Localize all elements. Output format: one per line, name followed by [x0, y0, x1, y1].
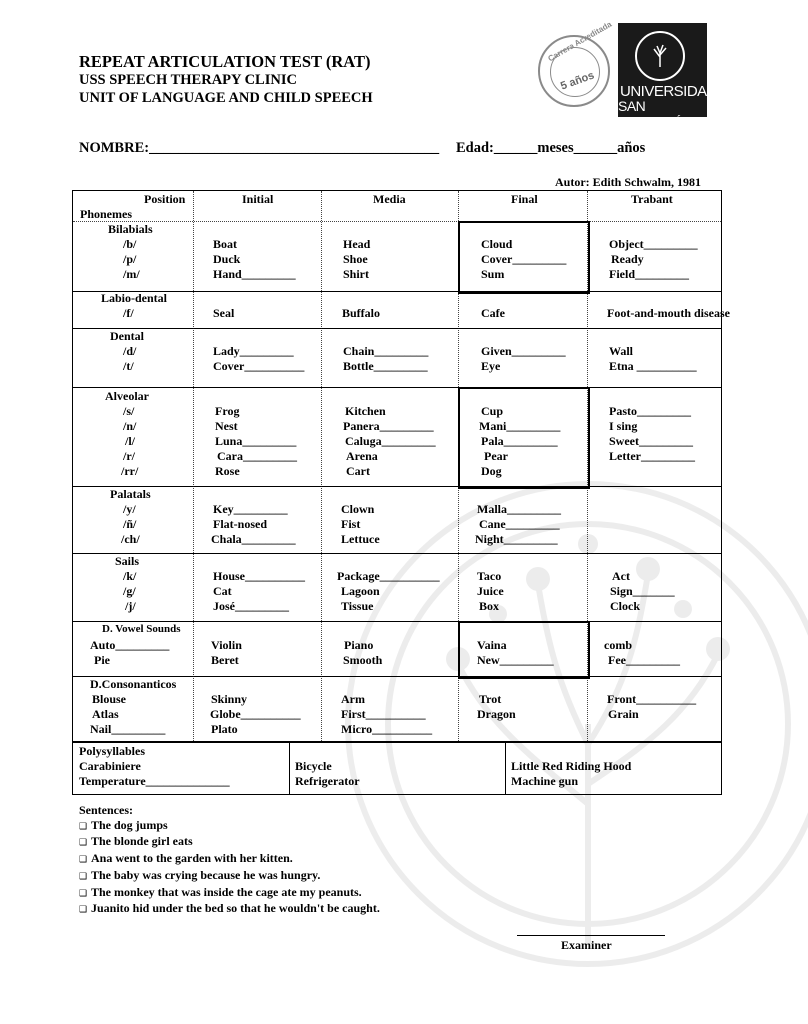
word-trabant: Wall — [609, 344, 634, 358]
name-field[interactable]: NOMBRE:________________________________________ — [79, 140, 440, 156]
group-label: Alveolar — [105, 389, 149, 403]
phoneme: /r/ — [123, 449, 135, 463]
word-trabant: Ready — [611, 252, 644, 266]
word-final: Box — [479, 599, 500, 613]
unit-name: UNIT OF LANGUAGE AND CHILD SPEECH — [79, 90, 373, 106]
articulation-table — [72, 190, 731, 742]
polysyllable-word: Bicycle — [295, 759, 332, 773]
sentences-section — [79, 803, 380, 918]
word-media: Fist — [341, 517, 361, 531]
word-final: Sum — [481, 267, 505, 281]
word-media: Head — [343, 237, 371, 251]
word-media: Smooth — [343, 653, 383, 667]
word-media[interactable]: Package__________ — [337, 569, 440, 583]
word-final[interactable]: Pala_________ — [481, 434, 558, 448]
checkbox-icon: ❑ — [79, 871, 88, 882]
clinic-name: USS SPEECH THERAPY CLINIC — [79, 72, 297, 88]
word-media[interactable]: Micro__________ — [341, 722, 433, 736]
sentence-item: ❑ Ana went to the garden with her kitten. — [79, 851, 380, 868]
word-media[interactable]: Bottle_________ — [343, 359, 428, 373]
phoneme: /d/ — [123, 344, 137, 358]
checkbox-icon: ❑ — [79, 855, 88, 866]
word-initial[interactable]: Cara_________ — [217, 449, 297, 463]
word-initial: Flat-nosed — [213, 517, 267, 531]
word-media: Arena — [346, 449, 378, 463]
word-initial: Plato — [211, 722, 238, 736]
group-label: Dental — [110, 329, 144, 343]
sentence-item: ❑ The blonde girl eats — [79, 834, 380, 851]
word-final: Dragon — [477, 707, 516, 721]
word-trabant[interactable]: Etna __________ — [609, 359, 697, 373]
phoneme: /n/ — [123, 419, 137, 433]
stamp-years: 5 años — [558, 69, 596, 93]
word-trabant[interactable]: Pasto_________ — [609, 404, 691, 418]
phoneme: /rr/ — [121, 464, 139, 478]
word-initial[interactable]: Luna_________ — [215, 434, 297, 448]
word-trabant[interactable]: Front__________ — [607, 692, 697, 706]
word-final[interactable]: Cane_________ — [479, 517, 560, 531]
word-final: Vaina — [477, 638, 507, 652]
word-media[interactable]: First__________ — [341, 707, 426, 721]
word-initial: Frog — [215, 404, 240, 418]
word-media: Kitchen — [345, 404, 386, 418]
sentence-item: ❑ Juanito hid under the bed so that he wouldn't be caught. — [79, 901, 380, 918]
word-initial[interactable]: Hand_________ — [213, 267, 296, 281]
polysyllable-word: Little Red Riding Hood — [511, 759, 632, 773]
polysyllable-word: Machine gun — [511, 774, 579, 788]
word-final: Cloud — [481, 237, 513, 251]
word-trabant[interactable]: Sweet_________ — [609, 434, 693, 448]
word-initial[interactable]: José_________ — [213, 599, 289, 613]
word-media: Arm — [341, 692, 365, 706]
word-media: Lettuce — [341, 532, 380, 546]
group-label: Labio-dental — [101, 291, 168, 305]
word-initial[interactable]: Globe__________ — [210, 707, 301, 721]
header-final: Final — [511, 192, 538, 206]
word-media: Clown — [341, 502, 375, 516]
word-media: Buffalo — [342, 306, 381, 320]
phoneme: /ch/ — [121, 532, 140, 546]
word-trabant[interactable]: Object_________ — [609, 237, 698, 251]
group-label: D.Consonanticos — [90, 677, 177, 691]
word-final[interactable]: New_________ — [477, 653, 554, 667]
word-initial: Duck — [213, 252, 241, 266]
word-final: Juice — [477, 584, 504, 598]
sentences-label: Sentences: — [79, 803, 133, 817]
word-initial[interactable]: Key_________ — [213, 502, 288, 516]
phoneme: /t/ — [123, 359, 134, 373]
word-item[interactable]: Auto_________ — [90, 638, 170, 652]
word-final: Eye — [481, 359, 501, 373]
stamp-text: Carrera Acreditada — [546, 19, 614, 64]
header-position: Position — [144, 192, 186, 206]
group-label: Bilabials — [108, 222, 153, 236]
word-media[interactable]: Caluga_________ — [345, 434, 436, 448]
sentence-item: ❑ The monkey that was inside the cage ate my peanuts. — [79, 885, 380, 902]
header-media: Media — [373, 192, 406, 206]
phoneme: /f/ — [123, 306, 134, 320]
word-initial: Cat — [213, 584, 232, 598]
checkbox-icon: ❑ — [79, 905, 88, 916]
document-title: REPEAT ARTICULATION TEST (RAT) — [79, 52, 371, 71]
word-item: Pie — [94, 653, 110, 667]
word-media[interactable]: Panera_________ — [343, 419, 434, 433]
checkbox-icon: ❑ — [79, 888, 88, 899]
word-initial: Boat — [213, 237, 237, 251]
word-media: Shirt — [343, 267, 370, 281]
word-final: Cafe — [481, 306, 505, 320]
crest-icon — [635, 31, 685, 81]
word-final[interactable]: Cover_________ — [481, 252, 567, 266]
word-trabant: Clock — [610, 599, 640, 613]
age-field[interactable]: Edad:______meses______años — [456, 140, 646, 156]
word-trabant: Foot-and-mouth disease — [607, 306, 731, 320]
phoneme: /g/ — [123, 584, 136, 598]
word-final[interactable]: Malla_________ — [477, 502, 561, 516]
examiner-label: Examiner — [561, 938, 612, 952]
word-trabant[interactable]: Field_________ — [609, 267, 689, 281]
header-initial: Initial — [242, 192, 274, 206]
word-trabant[interactable]: Letter_________ — [609, 449, 695, 463]
word-item: Atlas — [92, 707, 119, 721]
word-final: Pear — [484, 449, 508, 463]
word-trabant: Grain — [608, 707, 639, 721]
word-media: Tissue — [341, 599, 374, 613]
phoneme: /m/ — [123, 267, 140, 281]
word-initial: Nest — [215, 419, 238, 433]
word-final: Cup — [481, 404, 504, 418]
group-label: D. Vowel Sounds — [102, 623, 181, 635]
word-trabant[interactable]: Fee_________ — [608, 653, 680, 667]
checkbox-icon: ❑ — [79, 838, 88, 849]
header-trabant: Trabant — [631, 192, 673, 206]
word-final[interactable]: Given_________ — [481, 344, 566, 358]
word-final: Taco — [477, 569, 502, 583]
checkbox-icon: ❑ — [79, 821, 88, 832]
sentence-item: ❑ The dog jumps — [79, 818, 380, 835]
word-initial[interactable]: Cover__________ — [213, 359, 305, 373]
word-initial: Beret — [211, 653, 239, 667]
phoneme: /s/ — [123, 404, 135, 418]
signature-line[interactable] — [517, 935, 665, 936]
university-name-line2: SAN SEBASTIÁN — [618, 98, 693, 130]
word-media: Lagoon — [341, 584, 380, 598]
university-logo — [530, 19, 718, 130]
polysyllable-word: Refrigerator — [295, 774, 360, 788]
word-final[interactable]: Mani_________ — [479, 419, 561, 433]
word-trabant: I sing — [609, 419, 638, 433]
word-final: Dog — [481, 464, 502, 478]
word-initial[interactable]: Chala_________ — [211, 532, 296, 546]
word-trabant: comb — [604, 638, 632, 652]
word-initial[interactable]: Lady_________ — [213, 344, 294, 358]
word-initial: Seal — [213, 306, 235, 320]
group-label: Sails — [115, 554, 140, 568]
university-name-line1: UNIVERSIDAD — [620, 83, 718, 100]
word-initial: Skinny — [211, 692, 248, 706]
word-media[interactable]: Chain_________ — [343, 344, 429, 358]
word-initial: Violin — [211, 638, 242, 652]
word-trabant[interactable]: Sign_______ — [610, 584, 675, 598]
phoneme: /y/ — [123, 502, 136, 516]
word-initial[interactable]: House__________ — [213, 569, 306, 583]
author-note: Autor: Edith Schwalm, 1981 — [555, 175, 702, 189]
phoneme: /b/ — [123, 237, 137, 251]
header-phonemes: Phonemes — [80, 207, 132, 221]
word-item: Blouse — [92, 692, 127, 706]
polysyllables-table — [72, 742, 722, 795]
word-final[interactable]: Night_________ — [475, 532, 558, 546]
word-media: Piano — [344, 638, 374, 652]
polysyllable-word[interactable]: Temperature______________ — [79, 774, 230, 788]
phoneme: /k/ — [123, 569, 137, 583]
polysyllable-word: Carabiniere — [79, 759, 141, 773]
phoneme: /j/ — [125, 599, 136, 613]
sentence-item: ❑ The baby was crying because he was hungry. — [79, 868, 380, 885]
word-media: Cart — [346, 464, 370, 478]
word-media: Shoe — [343, 252, 368, 266]
word-item[interactable]: Nail_________ — [90, 722, 166, 736]
phoneme: /p/ — [123, 252, 137, 266]
word-initial: Rose — [215, 464, 240, 478]
phoneme: /ñ/ — [123, 517, 137, 531]
word-trabant: Act — [612, 569, 630, 583]
phoneme: /l/ — [125, 434, 136, 448]
group-label: Palatals — [110, 487, 151, 501]
polysyllables-label: Polysyllables — [79, 744, 146, 758]
word-final: Trot — [479, 692, 502, 706]
